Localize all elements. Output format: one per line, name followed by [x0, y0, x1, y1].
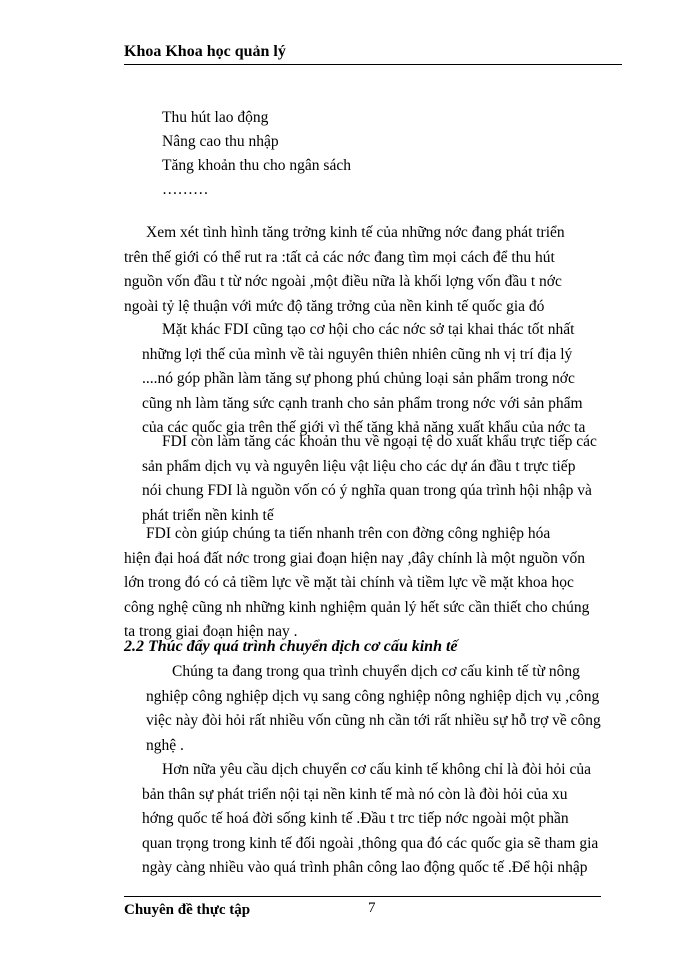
text-line: FDI còn giúp chúng ta tiến nhanh trên con đờng công nghiệp hóa [146, 525, 551, 542]
footer-label: Chuyên đề thực tập [124, 902, 251, 918]
text-line: cũng nh làm tăng sức cạnh tranh cho sản phẩm trong nớc với sản phẩm [142, 394, 583, 412]
paragraph-4 [124, 522, 590, 645]
paragraph-1 [124, 221, 565, 319]
section-heading: 2.2 Thúc đẩy quá trình chuyển dịch cơ cấu kinh tế [124, 638, 458, 655]
paragraph-2 [142, 318, 586, 441]
text-line: ngày càng nhiều vào quá trình phân công lao động quốc tế .Để hội nhập [142, 859, 588, 876]
footer-divider [124, 896, 601, 897]
text-line: hớng quốc tế hoá đời sống kinh tế .Đầu t trc tiếp nớc ngoài một phần [142, 810, 569, 827]
paragraph-3 [142, 430, 597, 528]
list-item: Thu hút lao động [162, 109, 269, 126]
page-header [124, 42, 622, 65]
text-line: FDI còn làm tăng các khoản thu về ngoại tệ do xuất khẩu trực tiếp các [162, 433, 597, 450]
list-item: ……… [162, 181, 209, 198]
text-line: công nghệ cũng nh những kinh nghiệm quản lý hết sức cần thiết cho chúng [124, 598, 590, 616]
text-line: việc này đòi hỏi rất nhiều vốn cũng nh cần tới rất nhiều sự hỗ trợ về công [146, 712, 601, 729]
list-item: Tăng khoản thu cho ngân sách [162, 157, 351, 174]
bullet-list [162, 106, 351, 202]
text-line: Hơn nữa yêu cầu dịch chuyển cơ cấu kinh tế không chỉ là đòi hỏi của [162, 761, 591, 778]
text-line: Chúng ta đang trong qua trình chuyển dịch cơ cấu kinh tế từ nông [172, 663, 580, 680]
text-line: nói chung FDI là nguồn vốn có ý nghĩa quan trong qúa trình hội nhập và [142, 482, 592, 499]
paragraph-5 [146, 660, 601, 758]
text-line: Xem xét tình hình tăng trởng kinh tế của những nớc đang phát triển [146, 224, 565, 241]
text-line: bản thân sự phát triển nội tại nền kinh tế mà nó còn là đòi hỏi của xu [142, 785, 568, 803]
list-item: Nâng cao thu nhập [162, 133, 279, 150]
text-line: trên thế giới có thể rut ra :tất cả các nớc đang tìm mọi cách để thu hút [124, 248, 555, 266]
paragraph-6 [142, 758, 599, 881]
text-line: ta trong giai đoạn hiện nay . [124, 623, 298, 640]
text-line: sản phẩm dịch vụ và nguyên liệu vật liệu cho các dự án đầu t trực tiếp [142, 457, 576, 475]
text-line: lớn trong đó có cả tiềm lực về mặt tài chính và tiềm lực về mặt khoa học [124, 574, 574, 591]
text-line: Mặt khác FDI cũng tạo cơ hội cho các nớc sở tại khai thác tốt nhất [162, 321, 575, 338]
page-number: 7 [368, 900, 376, 916]
header-title: Khoa Khoa học quản lý [124, 43, 286, 60]
text-line: phát triển nền kinh tế [142, 506, 274, 524]
text-line: hiện đại hoá đất nớc trong giai đoạn hiện nay ,đây chính là một nguồn vốn [124, 549, 586, 567]
text-line: ....nó góp phần làm tăng sự phong phú chủng loại sản phẩm trong nớc [142, 370, 575, 387]
text-line: ngoài tỷ lệ thuận với mức độ tăng trởng của nền kinh tế quốc gia đó [124, 297, 545, 315]
text-line: quan trọng trong kinh tế đối ngoài ,thông qua đó các quốc gia sẽ tham gia [142, 834, 599, 852]
text-line: nguồn vốn đầu t từ nớc ngoài ,một điều nữa là khối lợng vốn đầu t nớc [124, 273, 562, 290]
text-line: nghệ . [146, 736, 184, 754]
text-line: nghiệp công nghiệp dịch vụ sang công nghiệp nông nghiệp dịch vụ ,công [146, 687, 600, 705]
text-line: của các quốc gia trên thế giới vì thế tăng khả năng xuất khẩu của nớc ta [142, 419, 586, 436]
text-line: những lợi thế của mình về tài nguyên thiên nhiên cũng nh vị trí địa lý [142, 345, 573, 363]
